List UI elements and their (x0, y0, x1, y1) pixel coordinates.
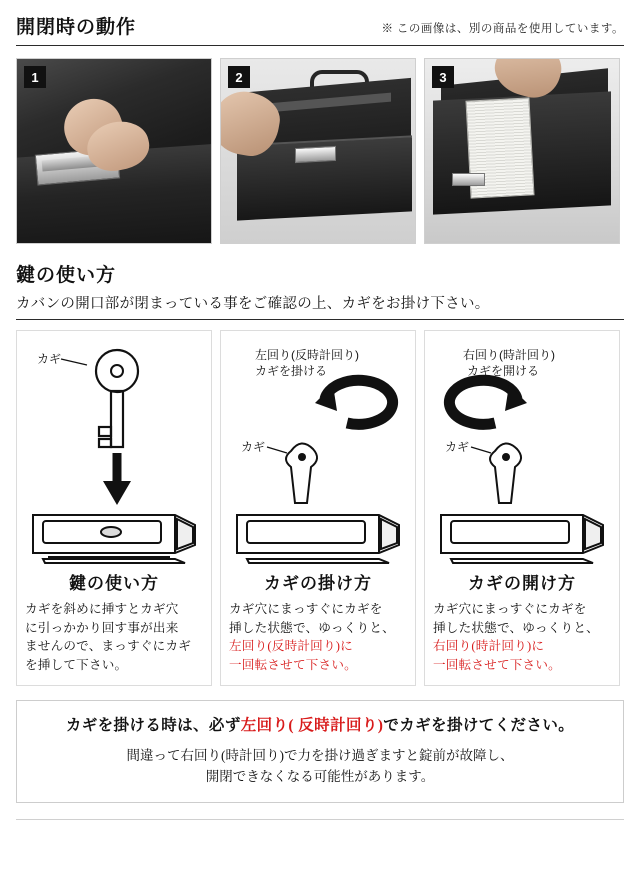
key-insert-diagram-icon (25, 339, 205, 567)
card1-title: 鍵の使い方 (69, 574, 159, 593)
warning-detail-line: 開閉できなくなる可能性があります。 (205, 769, 435, 785)
card2-body-line-highlight: 左回り(反時計回り)に (229, 639, 353, 654)
card2-direction-line2-text: カギを掛ける (255, 364, 328, 378)
section2-header (16, 260, 624, 313)
section1-divider (16, 45, 624, 46)
card1-illustration (25, 339, 203, 567)
photo-step-badge: 1 (24, 66, 46, 88)
photo3-lock-plate (452, 173, 485, 186)
instruction-card-lock (220, 330, 416, 686)
card2-body (229, 600, 407, 675)
section1-title: 開閉時の動作 (16, 17, 137, 38)
instruction-card-unlock (424, 330, 620, 686)
card1-body-line: カギを斜めに挿すとカギ穴 (25, 602, 179, 616)
card2-illustration (229, 339, 407, 567)
warning-box (16, 700, 624, 803)
warning-prefix: カギを掛ける時は、必ず (65, 716, 241, 734)
card2-direction-line1-text: 左回り(反時計回り) (255, 348, 359, 362)
card2-key-label-text: カギ (241, 440, 266, 454)
card2-body-line: カギ穴にまっすぐにカギを (229, 602, 383, 616)
counterclockwise-turn-diagram-icon (229, 339, 409, 567)
card1-body-line: に引っかかり回す事が出来 (25, 620, 179, 635)
card3-body-line-highlight: 右回り(時計回り)に (433, 639, 545, 654)
photo-opening-case (220, 58, 416, 244)
card1-body-line: ませんので、まっすぐにカギ (25, 639, 192, 654)
card2-body-line: 挿した状態で、ゆっくりと、 (229, 620, 395, 635)
section2-title: 鍵の使い方 (16, 265, 117, 286)
warning-highlight: 左回り( 反時計回り) (240, 716, 384, 734)
photo-case-with-documents (424, 58, 620, 244)
card3-body (433, 600, 611, 675)
warning-headline (27, 713, 613, 735)
photo-step-badge: 2 (228, 66, 250, 88)
page-bottom-divider (16, 819, 624, 820)
card3-direction-line1-text: 右回り(時計回り) (463, 348, 555, 362)
warning-detail-line: 間違って右回り(時計回り)で力を掛け過ぎますと錠前が故障し、 (126, 747, 514, 763)
warning-suffix: でカギを掛けてください。 (383, 716, 575, 734)
section2-subtitle: カバンの開口部が閉まっている事をご確認の上、カギをお掛け下さい。 (16, 296, 490, 312)
card1-body-line: を挿して下さい。 (25, 657, 128, 672)
warning-detail (27, 745, 613, 788)
instruction-card-key-usage (16, 330, 212, 686)
card3-key-label-text: カギ (445, 440, 470, 454)
card2-body-line-highlight: 一回転させて下さい。 (229, 657, 357, 672)
card3-body-line-highlight: 一回転させて下さい。 (433, 657, 561, 672)
card3-body-line: カギ穴にまっすぐにカギを (433, 602, 587, 616)
photo-row (16, 58, 624, 244)
clockwise-turn-diagram-icon (433, 339, 613, 567)
section1-note: ※ この画像は、別の商品を使用しています。 (381, 23, 624, 35)
section1-header (16, 0, 624, 39)
card1-body (25, 600, 203, 675)
card3-title: カギの開け方 (468, 574, 576, 593)
photo2-lock-plate (295, 146, 336, 163)
instruction-card-row (16, 330, 624, 686)
card3-direction-line2-text: カギを開ける (467, 364, 540, 378)
card2-title: カギの掛け方 (264, 574, 372, 593)
card3-body-line: 挿した状態で、ゆっくりと、 (433, 620, 599, 635)
photo-hand-on-lock (16, 58, 212, 244)
card1-key-label-text: カギ (37, 352, 62, 366)
photo-step-badge: 3 (432, 66, 454, 88)
section2-divider (16, 319, 624, 320)
card3-illustration (433, 339, 611, 567)
